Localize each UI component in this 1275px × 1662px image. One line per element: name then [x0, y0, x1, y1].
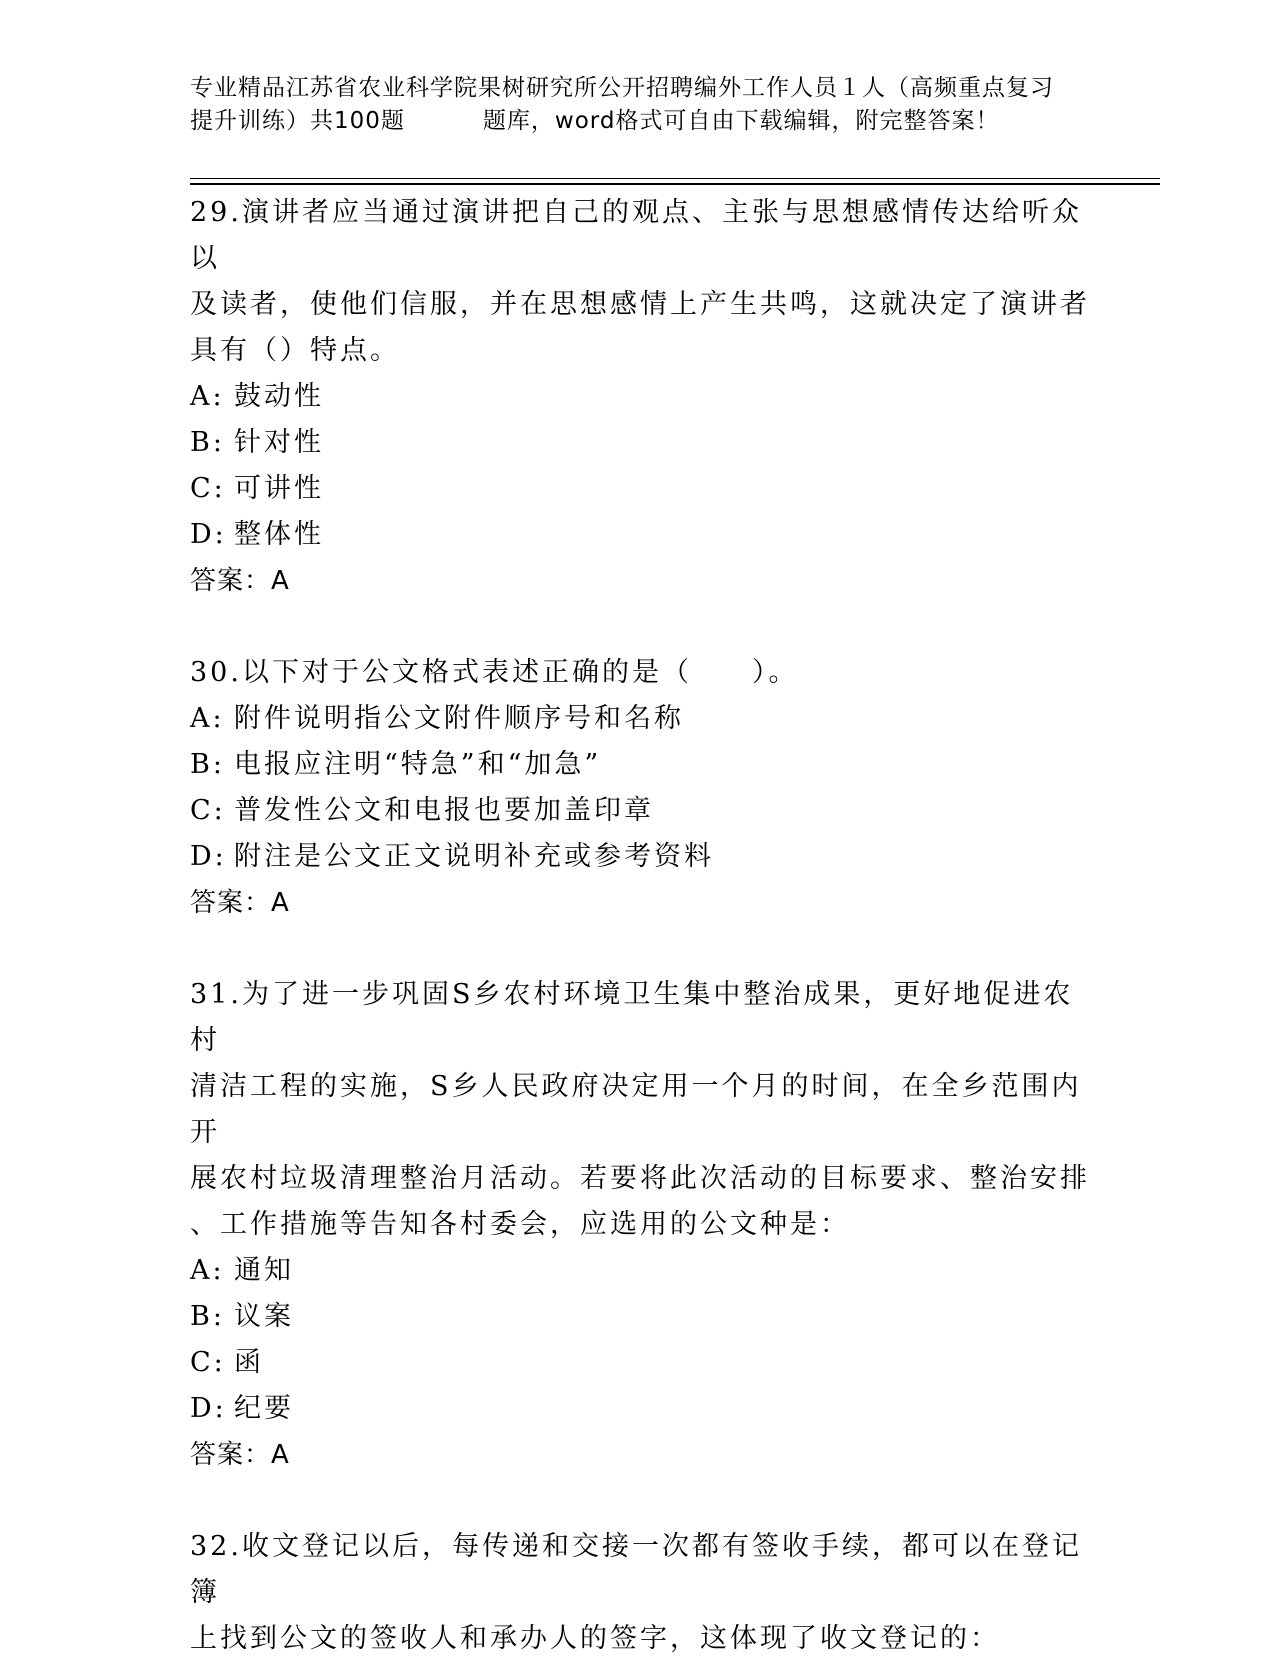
- option-key: A:: [190, 703, 225, 734]
- option-key: B:: [190, 1301, 225, 1332]
- stem-line: 上找到公文的签收人和承办人的签字，这体现了收文登记的：: [190, 1623, 1000, 1654]
- option-d: [190, 1386, 1090, 1432]
- stem-line: 30.以下对于公文格式表述正确的是（ ）。: [190, 657, 799, 688]
- header-rule-thin: [190, 178, 1160, 179]
- option-key: D:: [190, 519, 227, 550]
- question-stem: [190, 190, 1090, 374]
- option-key: B:: [190, 427, 225, 458]
- stem-line: 展农村垃圾清理整治月活动。若要将此次活动的目标要求、整治安排: [190, 1163, 1090, 1194]
- stem-line: 具有（）特点。: [190, 335, 400, 366]
- stem-line: 32.收文登记以后，每传递和交接一次都有签收手续，都可以在登记簿: [190, 1531, 1082, 1608]
- option-text: 函: [234, 1347, 264, 1378]
- page-header: [190, 72, 1090, 138]
- option-a: [190, 696, 1090, 742]
- option-text: 附件说明指公文附件顺序号和名称: [234, 703, 684, 734]
- option-d: [190, 834, 1090, 880]
- header-line-2-part-b: 题库，word格式可自由下载编辑，附完整答案！: [482, 108, 1000, 134]
- option-key: B:: [190, 749, 225, 780]
- option-key: D:: [190, 841, 227, 872]
- option-key: A:: [190, 1255, 225, 1286]
- option-text: 普发性公文和电报也要加盖印章: [234, 795, 654, 826]
- question-spacer: [190, 1478, 1090, 1524]
- option-text: 针对性: [234, 427, 324, 458]
- option-text: 通知: [234, 1255, 294, 1286]
- header-rule-thick: [190, 183, 1160, 185]
- question-30: [190, 650, 1090, 926]
- question-stem: [190, 972, 1090, 1248]
- option-key: D:: [190, 1393, 227, 1424]
- option-text: 鼓动性: [234, 381, 324, 412]
- question-stem: [190, 1524, 1090, 1662]
- question-29: [190, 190, 1090, 604]
- option-text: 可讲性: [234, 473, 324, 504]
- option-d: [190, 512, 1090, 558]
- question-spacer: [190, 926, 1090, 972]
- answer-line: 答案：A: [190, 1440, 290, 1470]
- stem-line: 及读者，使他们信服，并在思想感情上产生共鸣，这就决定了演讲者: [190, 289, 1090, 320]
- question-spacer: [190, 604, 1090, 650]
- option-a: [190, 374, 1090, 420]
- option-key: A:: [190, 381, 225, 412]
- option-text: 附注是公文正文说明补充或参考资料: [234, 841, 714, 872]
- option-text: 电报应注明“特急”和“加急”: [234, 749, 602, 780]
- header-line-2: [190, 105, 1090, 138]
- question-32: [190, 1524, 1090, 1662]
- option-c: [190, 466, 1090, 512]
- answer-line: 答案：A: [190, 888, 290, 918]
- header-line-2-part-a: 提升训练）共100题: [190, 108, 405, 134]
- option-c: [190, 788, 1090, 834]
- option-c: [190, 1340, 1090, 1386]
- option-text: 纪要: [234, 1393, 294, 1424]
- stem-line: 29.演讲者应当通过演讲把自己的观点、主张与思想感情传达给听众以: [190, 197, 1082, 274]
- option-b: [190, 420, 1090, 466]
- question-31: [190, 972, 1090, 1478]
- question-stem: [190, 650, 1090, 696]
- stem-line: 清洁工程的实施，S乡人民政府决定用一个月的时间，在全乡范围内开: [190, 1071, 1082, 1148]
- option-a: [190, 1248, 1090, 1294]
- option-text: 整体性: [234, 519, 324, 550]
- option-text: 议案: [234, 1301, 294, 1332]
- answer-line: 答案：A: [190, 566, 290, 596]
- option-key: C:: [190, 473, 226, 504]
- header-line-1: 专业精品江苏省农业科学院果树研究所公开招聘编外工作人员１人（高频重点复习: [190, 75, 1054, 101]
- question-list: [190, 190, 1090, 1662]
- stem-line: 、工作措施等告知各村委会，应选用的公文种是：: [190, 1209, 850, 1240]
- stem-line: 31.为了进一步巩固S乡农村环境卫生集中整治成果，更好地促进农村: [190, 979, 1074, 1056]
- option-b: [190, 742, 1090, 788]
- option-key: C:: [190, 795, 226, 826]
- option-b: [190, 1294, 1090, 1340]
- option-key: C:: [190, 1347, 226, 1378]
